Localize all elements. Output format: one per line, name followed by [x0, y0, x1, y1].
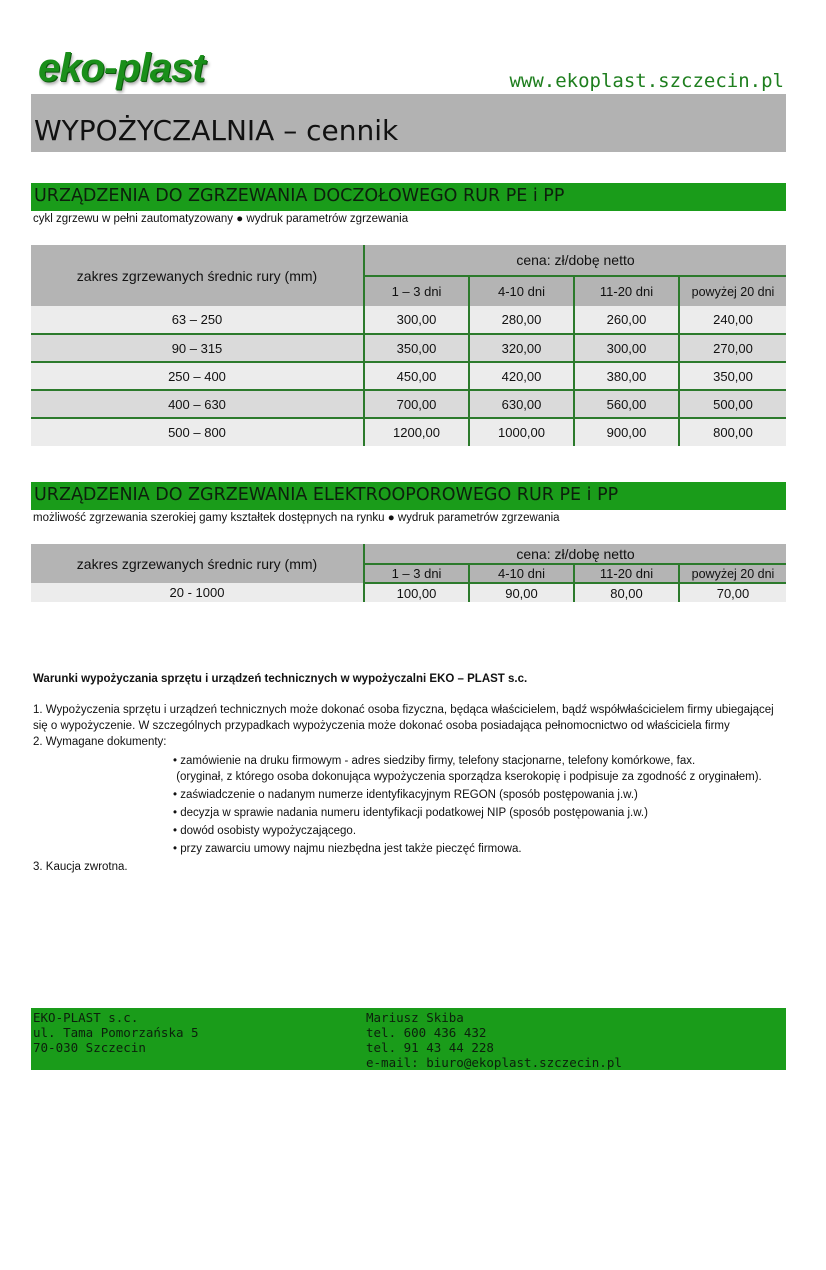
- price-cell: 240,00: [679, 306, 786, 334]
- table-row: [31, 334, 786, 362]
- price-cell: 1000,00: [469, 418, 574, 446]
- rental-conditions: [33, 671, 788, 875]
- section1-price-table: [31, 245, 786, 446]
- list-item: • zaświadczenie o nadanym numerze identyfikacyjnym REGON (sposób postępowania j.w.): [173, 789, 638, 801]
- table-row: [31, 583, 786, 602]
- phone-landline[interactable]: tel. 91 43 44 228: [366, 1040, 494, 1055]
- price-cell: 450,00: [364, 362, 469, 390]
- section1-period-header: powyżej 20 dni: [679, 276, 786, 306]
- company-logo: eko-plast: [38, 46, 205, 90]
- section2-price-header: cena: zł/dobę netto: [364, 544, 786, 564]
- price-cell: 280,00: [469, 306, 574, 334]
- price-cell: 900,00: [574, 418, 679, 446]
- contact-person: Mariusz Skiba: [366, 1010, 464, 1025]
- list-item: • przy zawarciu umowy najmu niezbędna jest także pieczęć firmowa.: [173, 843, 522, 855]
- contact-details: [366, 1010, 622, 1070]
- section2-heading-bar: [31, 482, 786, 510]
- price-cell: 320,00: [469, 334, 574, 362]
- conditions-point-3: 3. Kaucja zwrotna.: [33, 861, 128, 873]
- section1-range-header: zakres zgrzewanych średnic rury (mm): [31, 245, 364, 306]
- price-cell: 500,00: [679, 390, 786, 418]
- website-url[interactable]: www.ekoplast.szczecin.pl: [509, 70, 784, 92]
- conditions-point-2: 2. Wymagane dokumenty:: [33, 736, 167, 748]
- price-cell: 300,00: [364, 306, 469, 334]
- table-row: [31, 306, 786, 334]
- phone-mobile[interactable]: tel. 600 436 432: [366, 1025, 487, 1040]
- price-cell: 420,00: [469, 362, 574, 390]
- section2-period-header: powyżej 20 dni: [679, 564, 786, 583]
- section2-price-table: [31, 544, 786, 602]
- postal-city: 70-030 Szczecin: [33, 1040, 146, 1055]
- section2-period-header: 1 – 3 dni: [364, 564, 469, 583]
- price-cell: 350,00: [679, 362, 786, 390]
- table-row: [31, 362, 786, 390]
- price-cell: 380,00: [574, 362, 679, 390]
- list-item: • zamówienie na druku firmowym - adres siedziby firmy, telefony stacjonarne, telefony komórkowe, fax.: [173, 755, 696, 767]
- range-cell: 400 – 630: [31, 390, 364, 418]
- section1-heading-bar: [31, 183, 786, 211]
- company-address: [33, 1010, 199, 1055]
- section2-period-header: 11-20 dni: [574, 564, 679, 583]
- price-cell: 350,00: [364, 334, 469, 362]
- conditions-point-1: 1. Wypożyczenia sprzętu i urządzeń technicznych może dokonać osoba fizyczna, będąca właścicielem, bądź współwłaścicielem firmy ubiegającej się o wypożyczenie. W szczególnych przypadkach wypożyczenia może dokonać osoba posiadająca pełnomocnictwo od właściciela firmy: [33, 704, 774, 732]
- section1-price-header: cena: zł/dobę netto: [364, 245, 786, 276]
- list-item: (oryginał, z którego osoba dokonująca wypożyczenia sporządza kserokopię i podpisuje za zgodność z oryginałem).: [173, 771, 762, 783]
- company-name: EKO-PLAST s.c.: [33, 1010, 139, 1025]
- price-cell: 70,00: [679, 583, 786, 602]
- price-cell: 630,00: [469, 390, 574, 418]
- section1-note: cykl zgrzewu w pełni zautomatyzowany ● wydruk parametrów zgrzewania: [33, 213, 409, 225]
- range-cell: 63 – 250: [31, 306, 364, 334]
- table-row: [31, 390, 786, 418]
- list-item: • decyzja w sprawie nadania numeru identyfikacji podatkowej NIP (sposób postępowania j.w.): [173, 807, 648, 819]
- section1-period-header: 4-10 dni: [469, 276, 574, 306]
- price-cell: 90,00: [469, 583, 574, 602]
- table-row: [31, 418, 786, 446]
- price-cell: 560,00: [574, 390, 679, 418]
- section1-period-header: 11-20 dni: [574, 276, 679, 306]
- street-address: ul. Tama Pomorzańska 5: [33, 1025, 199, 1040]
- email-link[interactable]: e-mail: biuro@ekoplast.szczecin.pl: [366, 1055, 622, 1070]
- page-title: WYPOŻYCZALNIA – cennik: [34, 114, 399, 147]
- range-cell: 90 – 315: [31, 334, 364, 362]
- range-cell: 20 - 1000: [169, 585, 225, 600]
- section2-heading: URZĄDZENIA DO ZGRZEWANIA ELEKTROOPOROWEGO RUR PE i PP: [34, 485, 619, 505]
- range-cell: 250 – 400: [31, 362, 364, 390]
- range-cell: 500 – 800: [168, 425, 226, 440]
- price-cell: 800,00: [679, 418, 786, 446]
- conditions-title: Warunki wypożyczania sprzętu i urządzeń technicznych w wypożyczalni EKO – PLAST s.c.: [33, 673, 528, 685]
- footer-contact-bar: [31, 1008, 786, 1070]
- price-cell: 100,00: [364, 583, 469, 602]
- section2-note: możliwość zgrzewania szerokiej gamy kształtek dostępnych na rynku ● wydruk parametrów zgrzewania: [33, 512, 560, 524]
- section2-period-header: 4-10 dni: [469, 564, 574, 583]
- section2-range-header: zakres zgrzewanych średnic rury (mm): [31, 544, 364, 583]
- price-cell: 270,00: [679, 334, 786, 362]
- page-title-bar: [31, 94, 786, 152]
- section1-period-header: 1 – 3 dni: [364, 276, 469, 306]
- list-item: • dowód osobisty wypożyczającego.: [173, 825, 357, 837]
- required-documents-list: [173, 753, 788, 857]
- price-cell: 260,00: [574, 306, 679, 334]
- price-cell: 300,00: [574, 334, 679, 362]
- price-cell: 80,00: [574, 583, 679, 602]
- price-cell: 700,00: [364, 390, 469, 418]
- section1-heading: URZĄDZENIA DO ZGRZEWANIA DOCZOŁOWEGO RUR PE i PP: [34, 186, 565, 206]
- price-cell: 1200,00: [364, 418, 469, 446]
